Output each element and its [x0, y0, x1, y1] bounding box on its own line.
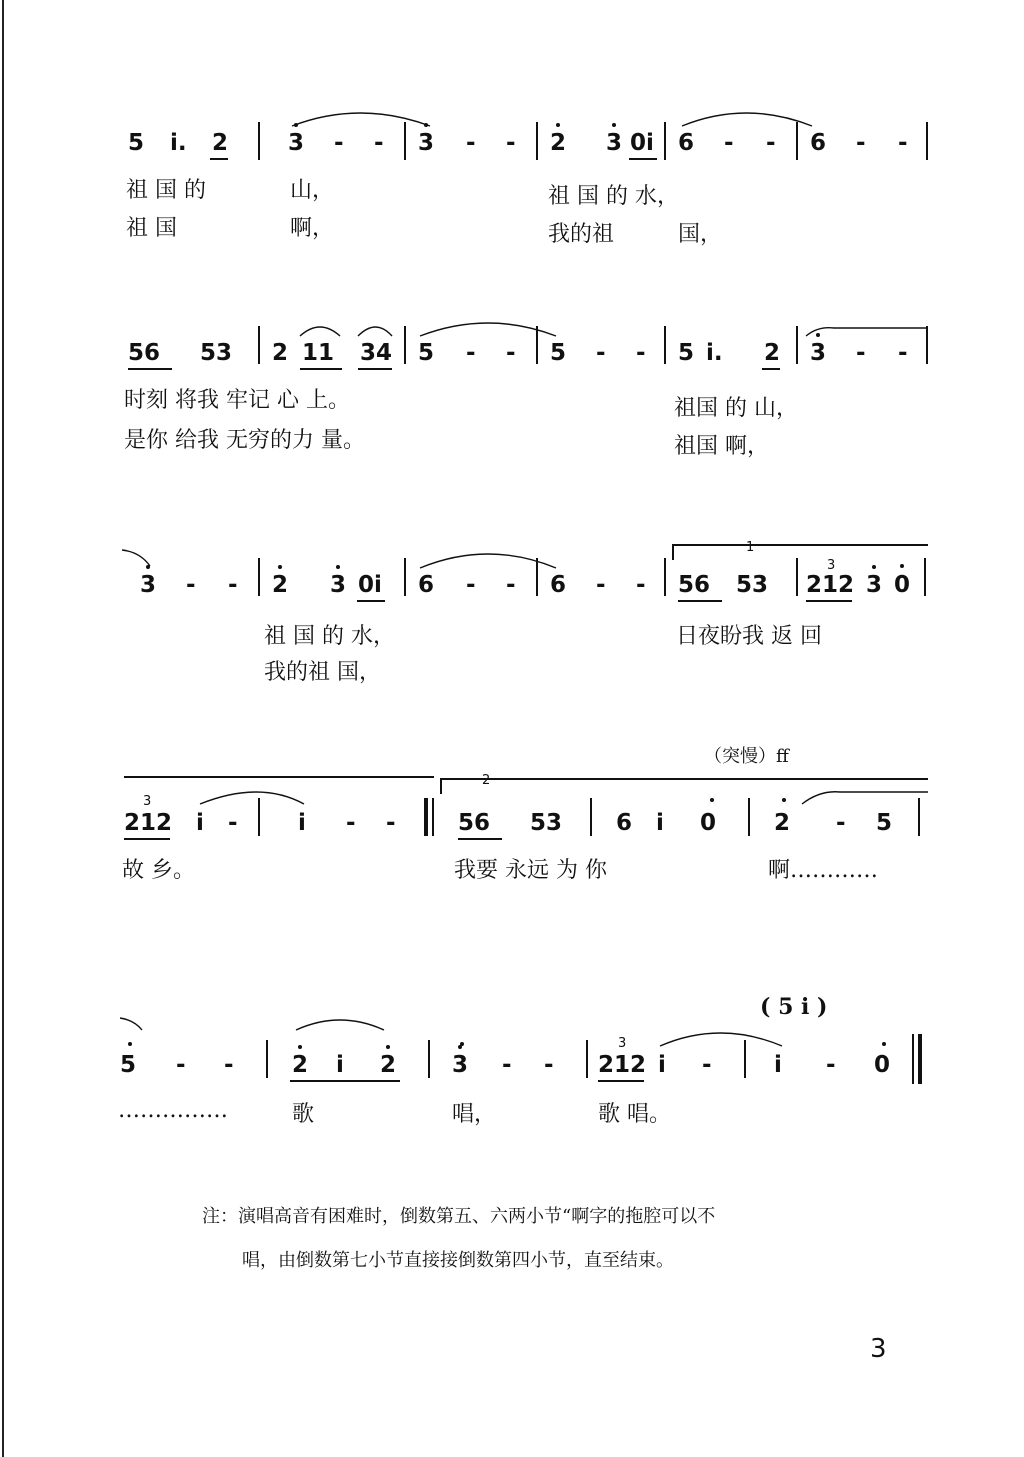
note: 34 — [360, 340, 393, 366]
note: i — [774, 1052, 782, 1078]
note: i — [196, 810, 204, 836]
note: 11 — [302, 340, 335, 366]
note: - — [466, 340, 476, 366]
note: - — [346, 810, 356, 836]
tie — [682, 113, 812, 126]
note: - — [826, 1052, 836, 1078]
note: i. — [170, 130, 187, 156]
note: - — [856, 340, 866, 366]
note: 56 — [128, 340, 161, 366]
note: 56 — [458, 810, 491, 836]
note: 2 — [550, 130, 567, 156]
note: 5 — [550, 340, 567, 366]
note: i — [656, 810, 664, 836]
note: i. — [706, 340, 723, 366]
note: 5 — [120, 1052, 137, 1078]
note: 53 — [736, 572, 769, 598]
note: - — [466, 572, 476, 598]
slur — [300, 327, 340, 336]
volta-number: 1 — [746, 540, 755, 555]
lyric: 时刻 将我 牢记 心 上。 — [124, 388, 350, 413]
note: - — [386, 810, 396, 836]
note: 6 — [418, 572, 435, 598]
note: - — [724, 130, 734, 156]
lyric: 山， — [290, 178, 335, 203]
lyric: 啊………… — [768, 858, 879, 883]
note: 53 — [200, 340, 233, 366]
slur — [358, 327, 392, 336]
slur — [296, 1020, 384, 1030]
lyric: 我的祖 — [548, 222, 615, 247]
lyric: 祖 国 — [126, 216, 177, 241]
note: i — [336, 1052, 344, 1078]
tie — [806, 328, 928, 336]
note: 6 — [550, 572, 567, 598]
tie — [120, 1018, 142, 1030]
lyric: 祖国 的 山， — [674, 396, 798, 421]
triplet-mark: 3 — [143, 794, 152, 809]
lyric: 我的祖 国， — [264, 660, 381, 685]
footnote-line-2: 唱，由倒数第七小节直接接倒数第四小节，直至结束。 — [242, 1250, 674, 1271]
fermata — [882, 1042, 886, 1046]
note: - — [502, 1052, 512, 1078]
note: 6 — [678, 130, 695, 156]
footnote-line-1: 注：演唱高音有困难时，倒数第五、六两小节“啊字的拖腔可以不 — [202, 1206, 716, 1227]
lyric: 祖 国 的 水， — [548, 184, 679, 209]
note: - — [596, 572, 606, 598]
note: - — [544, 1052, 554, 1078]
page-number: 3 — [870, 1334, 887, 1364]
lyric: 祖 国 的 — [126, 178, 206, 203]
tie — [660, 1033, 782, 1046]
volta-number: 2 — [482, 773, 491, 788]
note: 5 — [678, 340, 695, 366]
note: 3 — [418, 130, 435, 156]
note: 2 — [380, 1052, 397, 1078]
note: - — [702, 1052, 712, 1078]
note: 2 — [212, 130, 229, 156]
tie — [292, 113, 430, 126]
note: - — [856, 130, 866, 156]
note: - — [224, 1052, 234, 1078]
note: - — [176, 1052, 186, 1078]
note: 2 — [774, 810, 791, 836]
tie — [420, 554, 556, 568]
lyric: 啊， — [290, 216, 335, 241]
note: 212 — [598, 1052, 647, 1078]
note: - — [466, 130, 476, 156]
note: - — [186, 572, 196, 598]
lyric: 唱， — [452, 1102, 497, 1127]
note: - — [506, 572, 516, 598]
fermata — [782, 798, 786, 802]
note: 0i — [358, 572, 382, 598]
tie — [802, 792, 928, 804]
lyric: 歌 唱。 — [598, 1102, 671, 1127]
note: 2 — [272, 572, 289, 598]
lyric: 国， — [678, 222, 723, 247]
note: i — [298, 810, 306, 836]
tie — [122, 550, 150, 566]
note: i — [658, 1052, 666, 1078]
note: 56 — [678, 572, 711, 598]
note: 0 — [894, 572, 911, 598]
fermata — [710, 798, 714, 802]
note: - — [898, 130, 908, 156]
note: - — [596, 340, 606, 366]
note: 3 — [452, 1052, 469, 1078]
note: - — [228, 810, 238, 836]
note: - — [898, 340, 908, 366]
note: - — [636, 340, 646, 366]
fermata — [460, 1042, 464, 1046]
note: 0 — [700, 810, 717, 836]
fermata — [128, 1042, 132, 1046]
lyric: …………… — [118, 1098, 228, 1123]
note: 5 — [418, 340, 435, 366]
note: - — [636, 572, 646, 598]
lyric: 故 乡。 — [122, 858, 195, 883]
note: - — [766, 130, 776, 156]
note: 3 — [606, 130, 623, 156]
note: 6 — [616, 810, 633, 836]
note: - — [506, 130, 516, 156]
tie — [420, 323, 556, 336]
triplet-mark: 3 — [618, 1036, 627, 1051]
note: 5 — [876, 810, 893, 836]
note: - — [836, 810, 846, 836]
note: 3 — [140, 572, 157, 598]
note: - — [374, 130, 384, 156]
note: 3 — [810, 340, 827, 366]
lyric: 祖国 啊， — [674, 434, 769, 459]
tie — [200, 792, 304, 804]
fermata — [900, 564, 904, 568]
note: - — [228, 572, 238, 598]
note: 2 — [272, 340, 289, 366]
lyric: 祖 国 的 水， — [264, 624, 395, 649]
lyric: 是你 给我 无穷的力 量。 — [124, 428, 365, 453]
note: 6 — [810, 130, 827, 156]
note: - — [334, 130, 344, 156]
note: 3 — [866, 572, 883, 598]
note: 0i — [630, 130, 654, 156]
lyric: 歌 — [292, 1102, 315, 1127]
ossia: ( 5 i ) — [760, 994, 828, 1020]
note: 3 — [288, 130, 305, 156]
tempo-marking: （突慢）ff — [704, 746, 789, 767]
note: 212 — [124, 810, 173, 836]
lyric: 日夜盼我 返 回 — [676, 624, 822, 649]
note: 0 — [874, 1052, 891, 1078]
note: 2 — [292, 1052, 309, 1078]
note: 3 — [330, 572, 347, 598]
note: 5 — [128, 130, 145, 156]
triplet-mark: 3 — [827, 558, 836, 573]
lyric: 我要 永远 为 你 — [454, 858, 607, 883]
note: 53 — [530, 810, 563, 836]
note: 212 — [806, 572, 855, 598]
note: - — [506, 340, 516, 366]
scan-edge — [2, 0, 4, 1457]
note: 2 — [764, 340, 781, 366]
